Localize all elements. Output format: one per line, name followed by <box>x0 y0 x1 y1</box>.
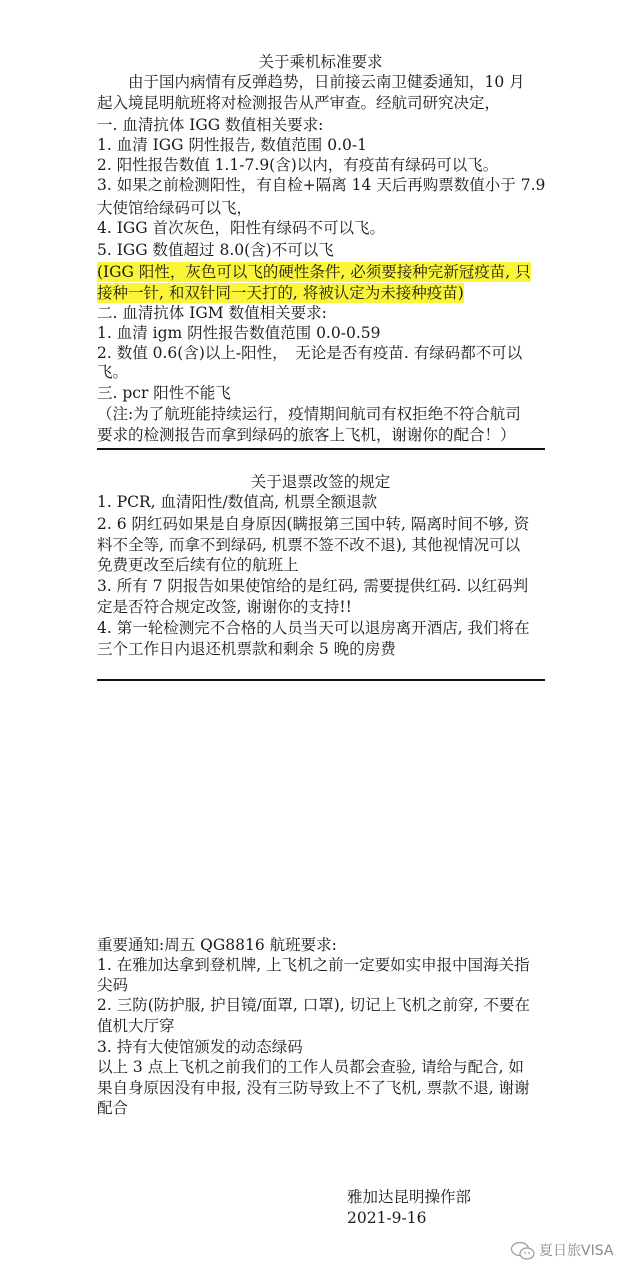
highlighted-note: 接种一针, 和双针同一天打的, 将被认定为未接种疫苗) <box>97 284 464 302</box>
list-item: 料不全等, 而拿不到绿码, 机票不签不改不退), 其他视情况可以 <box>97 536 521 554</box>
note: （注:为了航班能持续运行，疫情期间航司有权拒绝不符合航司 <box>97 405 521 423</box>
list-item: 2. 三防(防护服, 护目镜/面罩, 口罩), 切记上飞机之前穿, 不要在 <box>97 996 530 1014</box>
list-item: 三个工作日内退还机票款和剩余 5 晚的房费 <box>97 640 396 658</box>
wechat-icon <box>510 1243 539 1259</box>
note: 要求的检测报告而拿到绿码的旅客上飞机，谢谢你的配合！） <box>97 426 516 444</box>
list-item: 值机大厅穿 <box>97 1017 175 1035</box>
list-item: 1. PCR, 血清阳性/数值高, 机票全额退款 <box>97 493 378 511</box>
heading-igg: 一. 血清抗体 IGG 数值相关要求: <box>97 116 324 134</box>
list-item: 3. 所有 7 阴报告如果使馆给的是红码, 需要提供红码. 以红码判 <box>97 577 529 595</box>
list-item: 2. 阳性报告数值 1.1-7.9(含)以内，有疫苗有绿码可以飞。 <box>97 156 499 174</box>
list-item: 4. 第一轮检测完不合格的人员当天可以退房离开酒店, 我们将在 <box>97 619 530 637</box>
paragraph-line: 果自身原因没有申报, 没有三防导致上不了飞机, 票款不退, 谢谢 <box>97 1079 530 1097</box>
heading-igm: 二. 血清抗体 IGM 数值相关要求: <box>97 304 327 322</box>
list-item: 5. IGG 数值超过 8.0(含)不可以飞 <box>97 241 334 259</box>
section-title: 关于乘机标准要求 <box>258 53 383 71</box>
list-item: 2. 数值 0.6(含)以上-阳性， 无论是否有疫苗. 有绿码都不可以 <box>97 344 523 362</box>
watermark-text: 夏日旅VISA <box>539 1243 614 1259</box>
list-item: 1. 血清 igm 阴性报告数值范围 0.0-0.59 <box>97 324 381 342</box>
paragraph-line: 配合 <box>97 1099 129 1117</box>
paragraph-line: 起入境昆明航班将对检测报告从严审查。经航司研究决定， <box>97 94 501 112</box>
paragraph-line: 以上 3 点上飞机之前我们的工作人员都会查验, 请给与配合, 如 <box>97 1058 524 1076</box>
list-item: 定是否符合规定改签, 谢谢你的支持!! <box>97 598 352 616</box>
list-item: 2. 6 阴红码如果是自身原因(瞒报第三国中转, 隔离时间不够, 资 <box>97 515 530 533</box>
list-item: 3. 如果之前检测阳性，有自检+隔离 14 天后再购票数值小于 7.9 <box>97 176 546 194</box>
list-item: 3. 持有大使馆颁发的动态绿码 <box>97 1038 303 1056</box>
list-item: 1. 血清 IGG 阴性报告, 数值范围 0.0-1 <box>97 136 367 154</box>
list-item: 4. IGG 首次灰色，阳性有绿码不可以飞。 <box>97 219 386 237</box>
notice-heading: 重要通知:周五 QG8816 航班要求: <box>97 936 337 954</box>
list-item: 尖码 <box>97 976 129 994</box>
highlighted-note: (IGG 阳性，灰色可以飞的硬性条件, 必须要接种完新冠疫苗, 只 <box>97 263 531 281</box>
signature-date: 2021-9-16 <box>347 1209 427 1227</box>
divider <box>97 679 545 681</box>
list-item: 大使馆给绿码可以飞， <box>97 199 253 217</box>
heading-pcr: 三. pcr 阳性不能飞 <box>97 384 231 402</box>
paragraph-line: 由于国内病情有反弹趋势，日前接云南卫健委通知，10 月 <box>97 73 525 91</box>
signature-org: 雅加达昆明操作部 <box>347 1188 472 1206</box>
watermark <box>510 1240 613 1261</box>
list-item: 1. 在雅加达拿到登机牌, 上飞机之前一定要如实申报中国海关指 <box>97 956 530 974</box>
list-item: 免费更改至后续有位的航班上 <box>97 556 299 574</box>
section-title: 关于退票改签的规定 <box>250 473 391 491</box>
list-item: 飞。 <box>97 363 129 381</box>
divider <box>97 448 545 450</box>
